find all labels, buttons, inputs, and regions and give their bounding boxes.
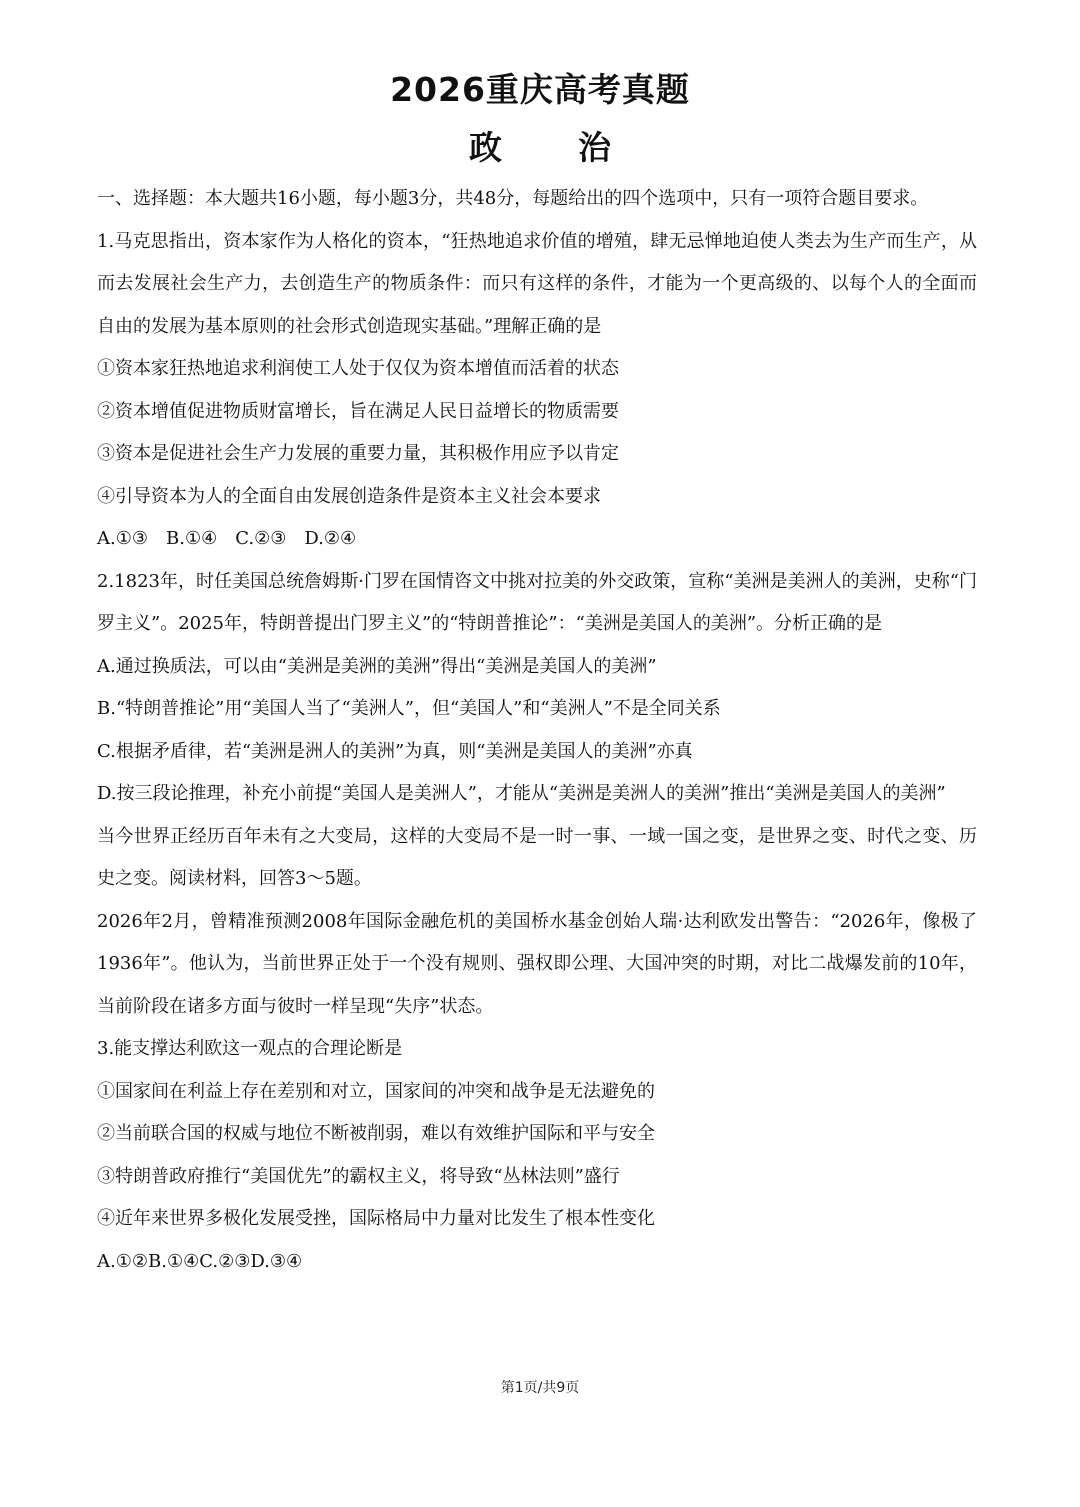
section-instructions: 一、选择题：本大题共16小题，每小题3分，共48分，每题给出的四个选项中，只有一项符合题目要求。: [97, 188, 929, 209]
question-3-statement-4: ④近年来世界多极化发展受挫，国际格局中力量对比发生了根本性变化: [97, 1208, 655, 1229]
question-3-statement-2: ②当前联合国的权威与地位不断被削弱，难以有效维护国际和平与安全: [97, 1123, 655, 1144]
question-1-statement-3: ③资本是促进社会生产力发展的重要力量，其积极作用应予以肯定: [97, 443, 619, 464]
subject-heading: [0, 126, 1080, 170]
question-1-stem: 1.马克思指出，资本家作为人格化的资本，“狂热地追求价值的增殖，肆无忌惮地迫使人类去为生产而生产，从而去发展社会生产力，去创造生产的物质条件：而只有这样的条件，才能为一个更高级的、以每个人的全面而自由的发展为基本原则的社会形式创造现实基础。”理解正确的是: [97, 230, 977, 337]
question-2-option-d: D.按三段论推理，补充小前提“美国人是美洲人”，才能从“美洲是美洲人的美洲”推出“美洲是美国人的美洲”: [97, 783, 946, 804]
subject-char-right: 治: [578, 128, 611, 167]
question-2-stem: 2.1823年，时任美国总统詹姆斯·门罗在国情咨文中挑对拉美的外交政策，宣称“美洲是美洲人的美洲，史称“门罗主义”。2025年，特朗普提出门罗主义”的“特朗普推论”：“美洲是美国人的美洲”。分析正确的是: [97, 570, 977, 634]
subject-char-left: 政: [469, 128, 502, 167]
material-intro: 当今世界正经历百年未有之大变局，这样的大变局不是一时一事、一域一国之变，是世界之变、时代之变、历史之变。阅读材料，回答3～5题。: [97, 825, 977, 889]
question-body: [97, 178, 977, 1283]
question-3-options: A.①②B.①④C.②③D.③④: [97, 1250, 303, 1272]
page-number: 第1页/共9页: [500, 1380, 580, 1396]
question-1-options: A.①③ B.①④ C.②③ D.②④: [97, 528, 357, 549]
question-3-statement-1: ①国家间在利益上存在差别和对立，国家间的冲突和战争是无法避免的: [97, 1080, 655, 1102]
question-1-statement-1: ①资本家狂热地追求利润使工人处于仅仅为资本增值而活着的状态: [97, 358, 619, 379]
question-3-statement-3: ③特朗普政府推行“美国优先”的霸权主义，将导致“丛林法则”盛行: [97, 1165, 620, 1187]
question-2-option-a: A.通过换质法，可以由“美洲是美洲的美洲”得出“美洲是美国人的美洲”: [97, 655, 657, 677]
material-text: 2026年2月，曾精准预测2008年国际金融危机的美国桥水基金创始人瑞·达利欧发出警告：“2026年，像极了1936年”。他认为，当前世界正处于一个没有规则、强权即公理、大国冲突的时期，对比二战爆发前的10年，当前阶段在诸多方面与彼时一样呈现“失序”状态。: [97, 910, 977, 1017]
page-title: 2026重庆高考真题: [390, 70, 690, 109]
question-1-statement-2: ②资本增值促进物质财富增长，旨在满足人民日益增长的物质需要: [97, 400, 619, 422]
question-1-statement-4: ④引导资本为人的全面自由发展创造条件是资本主义社会本要求: [97, 485, 601, 507]
question-2-option-b: B.“特朗普推论”用“美国人当了“美洲人”，但“美国人”和“美洲人”不是全同关系: [97, 698, 721, 719]
question-2-option-c: C.根据矛盾律，若“美洲是洲人的美洲”为真，则“美洲是美国人的美洲”亦真: [97, 740, 693, 762]
question-3-stem: 3.能支撑达利欧这一观点的合理论断是: [97, 1038, 403, 1059]
